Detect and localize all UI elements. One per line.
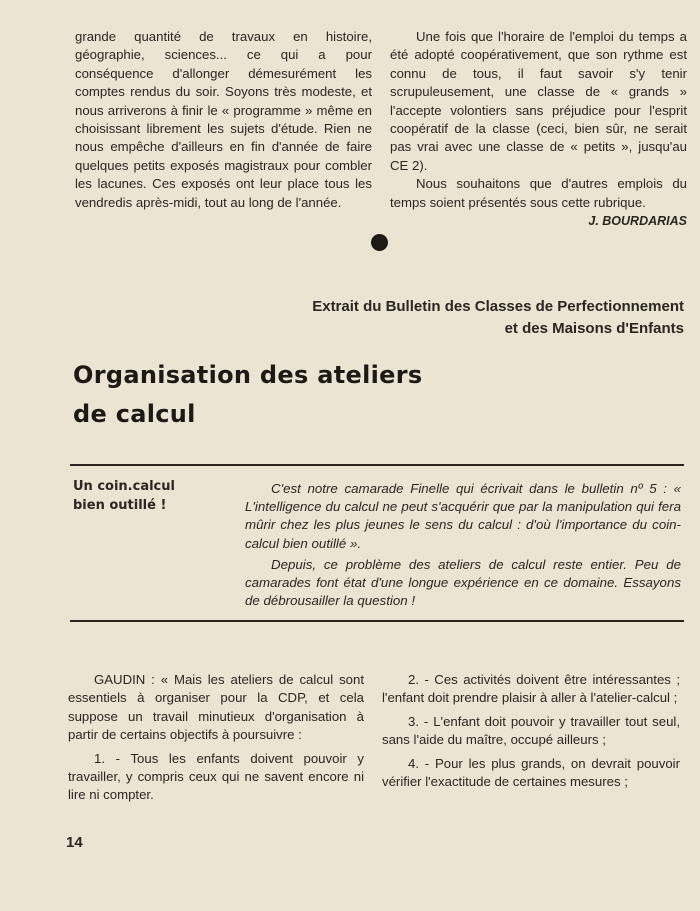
section-bullet [371,234,388,251]
title-line: Organisation des ateliers [73,361,423,389]
list-item: 2. - Ces activités doivent être intéressantes ; l'enfant doit prendre plaisir à aller à l'atelier-calcul ; [382,672,680,706]
sidebar-heading [73,477,223,515]
list-item: 3. - L'enfant doit pouvoir y travailler tout seul, sans l'aide du maître, occupé ailleurs ; [382,713,680,748]
source-line: et des Maisons d'Enfants [504,320,684,337]
paragraph: GAUDIN : « Mais les ateliers de calcul sont essentiels à organiser pour la CDP, et cela suppose un travail minutieux d'organisation à partir de certains objectifs à poursuivre : [68,672,364,743]
top-right-column [390,28,687,230]
paragraph: Une fois que l'horaire de l'emploi du temps a été adopté coopérativement, que son rythme est connu de tous, il faut savoir s'y tenir scrupuleusement, une classe de « grands » l'accepte volontiers sans préjudice pour l'esprit coopératif de la classe (ceci, bien sûr, ne serait pas vrai avec une classe de « petits », jusqu'au CE 2). [390,29,687,173]
body-right-column [382,671,680,796]
sidebar-line: bien outillé ! [73,498,167,513]
intro-block [245,480,681,613]
page-number: 14 [66,834,83,851]
divider-rule [70,464,684,466]
source-reference [224,296,684,340]
article-title [73,356,533,434]
top-left-column [75,28,372,212]
intro-paragraph: C'est notre camarade Finelle qui écrivait dans le bulletin nº 5 : « L'intelligence du calcul ne peut s'acquérir que par la manipulation qui fera mûrir chez les plus jeunes le sens du calcul : d'où l'importance du coin-calcul bien outillé ». [245,481,681,551]
intro-paragraph: Depuis, ce problème des ateliers de calcul reste entier. Peu de camarades font état d'une longue expérience en ce domaine. Essayons de débrousailler la question ! [245,556,681,609]
list-item: 1. - Tous les enfants doivent pouvoir y travailler, y compris ceux qui ne savent encore ni lire ni compter. [68,750,364,803]
body-left-column [68,671,364,810]
paragraph: grande quantité de travaux en histoire, géographie, sciences... ce qui a pour conséquence d'allonger démesurément les comptes rendus du soir. Soyons très modeste, et nous arriverons à finir le « programme » même en choisissant librement les sujets d'étude. Rien ne nous empêche d'ailleurs en fin d'année de faire quelques petits exposés magistraux pour combler les lacunes. Ces exposés ont leur place tous les vendredis après-midi, tout au long de l'année. [75,29,372,210]
paragraph: Nous souhaitons que d'autres emplois du temps soient présentés sous cette rubrique. [390,176,687,210]
title-line: de calcul [73,400,196,428]
author-signature: J. BOURDARIAS [588,214,687,229]
sidebar-line: Un coin.calcul [73,479,175,494]
list-item: 4. - Pour les plus grands, on devrait pouvoir vérifier l'exactitude de certaines mesures ; [382,755,680,790]
source-line: Extrait du Bulletin des Classes de Perfectionnement [312,298,684,315]
divider-rule [70,620,684,622]
